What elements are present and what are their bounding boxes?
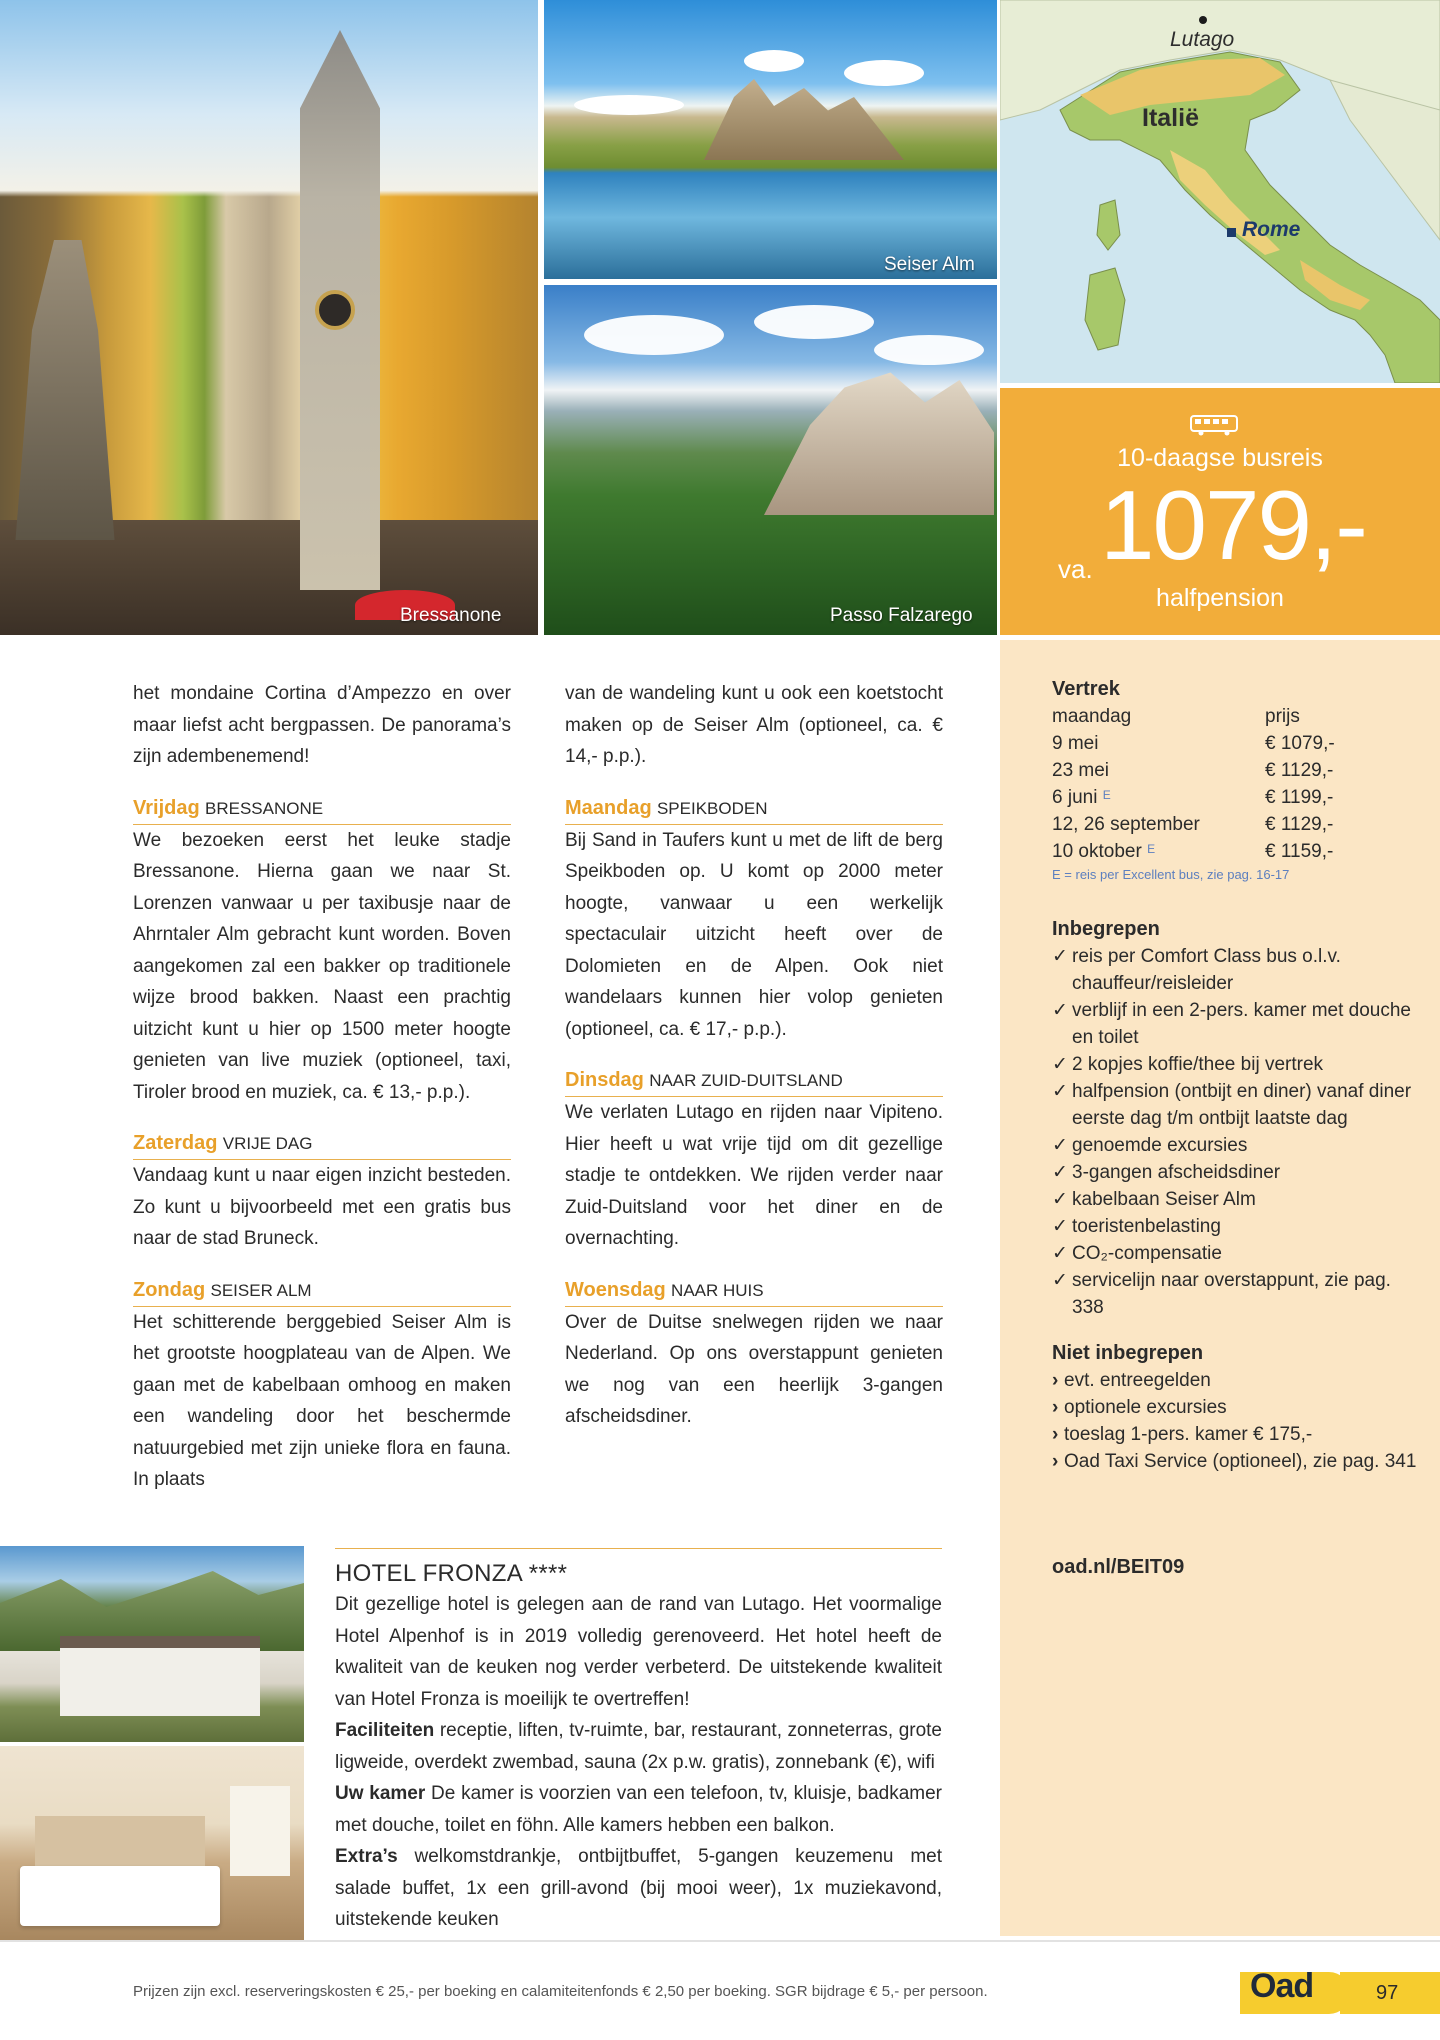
cloud-shape bbox=[574, 95, 684, 115]
photo-caption-passo-falzarego: Passo Falzarego bbox=[830, 605, 973, 626]
bed-shape bbox=[20, 1866, 220, 1926]
map-label-italy: Italië bbox=[1142, 104, 1199, 132]
cloud-shape bbox=[584, 315, 724, 355]
day-heading bbox=[133, 1275, 511, 1307]
board-type: halfpension bbox=[1156, 584, 1284, 612]
divider bbox=[335, 1548, 942, 1549]
photo-seiser-alm bbox=[544, 0, 997, 279]
intro-text: van de wandeling kunt u ook een koetstocht maken op de Seiser Alm (optioneel, ca. € 14,- p.p.). bbox=[565, 683, 943, 767]
day-text: Het schitterende berggebied Seiser Alm is het grootste hoogplateau van de Alpen. We gaan met de kabelbaan omhoog en maken een wandeling door het beschermde natuurgebied met zijn unieke flora en fauna. In plaats bbox=[133, 1311, 511, 1490]
hotel-description bbox=[335, 1548, 942, 1936]
footer-price-note: Prijzen zijn excl. reserveringskosten € 25,- per boeking en calamiteitenfonds € 2,50 per boeking. SGR bijdrage € 5,- per persoon. bbox=[133, 1983, 988, 2000]
hotel-extras: Extra’s welkomstdrankje, ontbijtbuffet, 5-gangen keuzemenu met salade buffet, 1x een grill-avond (bij mooi weer), 1x muziekavond, uitstekende keuken bbox=[335, 1846, 943, 1930]
included-section bbox=[1052, 916, 1422, 1321]
day-name: Vrijdag bbox=[133, 796, 200, 819]
bus-icon bbox=[1190, 414, 1240, 436]
departures-title: Vertrek bbox=[1052, 678, 1120, 700]
included-item: ✓ reis per Comfort Class bus o.l.v. chauffeur/reisleider bbox=[1052, 943, 1422, 997]
oad-logo: Oad bbox=[1250, 1967, 1314, 2005]
day-name: Maandag bbox=[565, 796, 652, 819]
headboard-shape bbox=[35, 1816, 205, 1871]
excluded-list bbox=[1052, 1367, 1422, 1475]
photo-bressanone bbox=[0, 0, 538, 635]
cloud-shape bbox=[844, 60, 924, 86]
cloud-shape bbox=[744, 50, 804, 72]
included-item: ✓ verblijf in een 2-pers. kamer met douche en toilet bbox=[1052, 997, 1422, 1051]
departure-price: € 1129,- bbox=[1265, 814, 1334, 835]
clock-shape bbox=[315, 290, 355, 330]
day-text: Vandaag kunt u naar eigen inzicht besteden. Zo kunt u bijvoorbeeld met een gratis bus naar de stad Bruneck. bbox=[133, 1165, 511, 1249]
cloud-shape bbox=[754, 305, 874, 339]
included-list bbox=[1052, 943, 1422, 1321]
departure-date: 9 mei bbox=[1052, 733, 1099, 754]
day-text: Over de Duitse snelwegen rijden we naar Nederland. Op ons overstappunt genieten we nog van een heerlijk 3-gangen afscheidsdiner. bbox=[565, 1311, 943, 1427]
photo-passo-falzarego bbox=[544, 285, 997, 635]
departures-col-price: prijs bbox=[1265, 706, 1300, 727]
departure-price: € 1159,- bbox=[1265, 841, 1334, 862]
included-title: Inbegrepen bbox=[1052, 918, 1160, 940]
map-graphic bbox=[1000, 0, 1440, 383]
day-heading bbox=[565, 1065, 943, 1097]
trip-type: 10-daagse busreis bbox=[1117, 444, 1323, 472]
mountain-shape bbox=[764, 365, 994, 515]
departures-table bbox=[1052, 703, 1422, 865]
excluded-title: Niet inbegrepen bbox=[1052, 1342, 1204, 1364]
day-heading bbox=[565, 1275, 943, 1307]
departure-date: 12, 26 september bbox=[1052, 814, 1200, 835]
window-shape bbox=[230, 1786, 290, 1876]
day-text: We bezoeken eerst het leuke stadje Bressanone. Hierna gaan we naar St. Lorenzen vanwaar u per taxibusje naar de Ahrntaler Alm gebracht kunt worden. Boven aangekomen zal een bakker op traditionele wijze brood bakken. Naast een prachtig uitzicht kunt u hier op 1500 meter hoogte genieten van live muziek (optioneel, taxi, Tiroler brood en muziek, ca. € 13,- p.p.). bbox=[133, 829, 511, 1103]
departures-col-day: maandag bbox=[1052, 706, 1132, 727]
included-item: ✓ 3-gangen afscheidsdiner bbox=[1052, 1159, 1422, 1186]
excluded-section bbox=[1052, 1340, 1422, 1475]
day-heading bbox=[133, 793, 511, 825]
excluded-item: › Oad Taxi Service (optioneel), zie pag. 341 bbox=[1052, 1448, 1422, 1475]
trip-info-sidebar bbox=[1000, 640, 1440, 1936]
hotel-intro: Dit gezellige hotel is gelegen aan de rand van Lutago. Het voormalige Hotel Alpenhof is in 2019 volledig gerenoveerd. Het hotel heeft de kwaliteit van de keuken nog verder verbeterd. De uitstekende kwaliteit van Hotel Fronza is moeilijk te overtreffen! bbox=[335, 1594, 942, 1710]
statue-shape bbox=[10, 240, 120, 540]
day-heading bbox=[133, 1128, 511, 1160]
map-label-lutago: Lutago bbox=[1170, 28, 1235, 51]
included-item: ✓ halfpension (ontbijt en diner) vanaf diner eerste dag t/m ontbijt laatste dag bbox=[1052, 1078, 1422, 1132]
hotel-room: Uw kamer De kamer is voorzien van een telefoon, tv, kluisje, badkamer met douche, toilet en föhn. Alle kamers hebben een balkon. bbox=[335, 1783, 943, 1836]
itinerary-column-1 bbox=[133, 678, 511, 1496]
price-box bbox=[1000, 388, 1440, 635]
hotel-building-shape bbox=[60, 1636, 260, 1716]
excluded-item: › toeslag 1-pers. kamer € 175,- bbox=[1052, 1421, 1422, 1448]
hotel-title: HOTEL FRONZA **** bbox=[335, 1560, 568, 1587]
included-item: ✓ toeristenbelasting bbox=[1052, 1213, 1422, 1240]
day-heading bbox=[565, 793, 943, 825]
departures-note: E = reis per Excellent bus, zie pag. 16-17 bbox=[1052, 867, 1290, 882]
departure-price: € 1079,- bbox=[1265, 733, 1335, 754]
included-item: ✓ servicelijn naar overstappunt, zie pag. 338 bbox=[1052, 1267, 1422, 1321]
hotel-room-photo bbox=[0, 1746, 304, 1940]
day-title: SEISER ALM bbox=[210, 1280, 312, 1300]
day-title: VRIJE DAG bbox=[222, 1134, 313, 1153]
footer-divider bbox=[0, 1940, 1440, 1942]
day-title: SPEIKBODEN bbox=[656, 798, 768, 818]
day-text: We verlaten Lutago en rijden naar Vipiteno. Hier heeft u wat vrije tijd om dit gezellige stadje te ontdekken. We rijden verder naar Zuid-Duitsland voor het diner en de overnachting. bbox=[565, 1102, 943, 1249]
itinerary-column-2 bbox=[565, 678, 943, 1433]
page-number: 97 bbox=[1340, 1972, 1440, 2014]
day-name: Zondag bbox=[133, 1278, 206, 1301]
day-title: BRESSANONE bbox=[204, 798, 324, 818]
hotel-facilities: Faciliteiten receptie, liften, tv-ruimte, bar, restaurant, zonneterras, grote ligweide, overdekt zwembad, sauna (2x p.w. gratis), zonnebank (€), wifi bbox=[335, 1720, 943, 1773]
departure-price: € 1199,- bbox=[1265, 787, 1334, 808]
cloud-shape bbox=[874, 335, 984, 365]
included-item: ✓ 2 kopjes koffie/thee bij vertrek bbox=[1052, 1051, 1422, 1078]
departure-date: 23 mei bbox=[1052, 760, 1110, 781]
photo-caption-bressanone: Bressanone bbox=[400, 605, 502, 626]
italy-map bbox=[1000, 0, 1440, 383]
departures-section bbox=[1052, 676, 1422, 885]
map-label-rome: Rome bbox=[1242, 218, 1301, 241]
day-name: Zaterdag bbox=[133, 1132, 218, 1154]
excluded-item: › optionele excursies bbox=[1052, 1394, 1422, 1421]
day-name: Dinsdag bbox=[565, 1069, 644, 1091]
departure-price: € 1129,- bbox=[1265, 760, 1334, 781]
trip-code-link[interactable]: oad.nl/BEIT09 bbox=[1052, 1556, 1185, 1578]
hotel-exterior-photo bbox=[0, 1546, 304, 1742]
day-name: Woensdag bbox=[565, 1278, 666, 1301]
departure-date: 6 juni $^E$ bbox=[1052, 787, 1111, 808]
intro-text: het mondaine Cortina d’Ampezzo en over maar liefst acht bergpassen. De panorama’s zijn adembenemend! bbox=[133, 683, 511, 767]
day-title: NAAR HUIS bbox=[671, 1280, 764, 1300]
price-amount: 1079,- bbox=[1100, 470, 1366, 580]
included-item: ✓ kabelbaan Seiser Alm bbox=[1052, 1186, 1422, 1213]
price-prefix: va. bbox=[1058, 554, 1093, 584]
departure-date: 10 oktober $^E$ bbox=[1052, 841, 1156, 862]
day-text: Bij Sand in Taufers kunt u met de lift de berg Speikboden op. U komt op 2000 meter hoogte, vanwaar u een werkelijk spectaculair uitzicht heeft over de Dolomieten en de Alpen. Ook niet wandelaars kunnen hier volop genieten (optioneel, ca. € 17,- p.p.). bbox=[565, 829, 943, 1040]
photo-caption-seiser-alm: Seiser Alm bbox=[884, 254, 975, 275]
day-title: NAAR ZUID-DUITSLAND bbox=[649, 1071, 843, 1090]
included-item: ✓ genoemde excursies bbox=[1052, 1132, 1422, 1159]
excluded-item: › evt. entreegelden bbox=[1052, 1367, 1422, 1394]
included-item: ✓ CO₂-compensatie bbox=[1052, 1240, 1422, 1267]
